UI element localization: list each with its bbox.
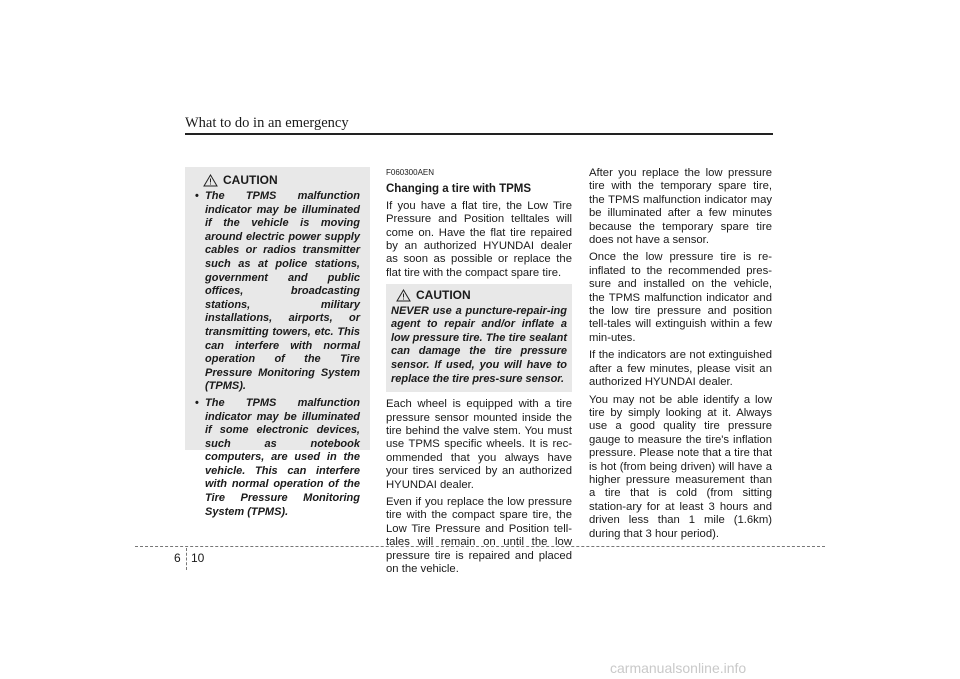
paragraph: After you replace the low pressure tire with the temporary spare tire, the TPMS malfunction indicator may be illuminated after a few minutes because the temporary spare tire does not have a sensor. [589,167,772,247]
page-number: 10 [191,551,205,565]
section-title: Changing a tire with TPMS [386,183,532,196]
right-column [589,167,772,545]
caution-item-text: The TPMS malfunction indicator may be illuminated if the vehicle is moving around electric power supply cables or radios transmitter such as at police stations, government and public offices, broadcasting stations, military installations, airports, or transmitting towers, etc. This can interfere with normal operation of the Tire Pressure Monitoring System (TPMS). [205,190,360,393]
paragraph: If the indicators are not extinguished after a few minutes, please visit an authorized HYUNDAI dealer. [589,349,772,389]
footer-divider [135,546,825,547]
caution-item: • The TPMS malfunction indicator may be illuminated if some electronic devices, such as notebook computers, are used in the vehicle. This can interfere with normal operation of the Tire Pressure Monitoring System (TPMS). [195,396,360,518]
paragraph: Once the low pressure tire is re-inflated to the recommended pres-sure and installed on the vehicle, the TPMS malfunction indicator and the low tire pressure and position tell-tales will extinguish within a few min-utes. [589,251,772,344]
caution-list [193,190,360,519]
caution-item: • The TPMS malfunction indicator may be illuminated if the vehicle is moving around electric power supply cables or radios transmitter such as at police stations, government and public offices, broadcasting stations, military installations, airports, or transmitting towers, etc. This can interfere with normal operation of the Tire Pressure Monitoring System (TPMS). [195,190,360,393]
caution-heading-label: CAUTION [223,173,278,187]
warning-triangle-icon [396,289,411,302]
caution-item-text: The TPMS malfunction indicator may be illuminated if some electronic devices, such as notebook computers, are used in the vehicle. This can interfere with normal operation of the Tire Pressure Monitoring System (TPMS). [205,396,360,518]
paragraph: If you have a flat tire, the Low Tire Pressure and Position telltales will come on. Have the flat tire repaired by an authorized HYUNDAI dealer as soon as possible or replace the flat tire with the compact spare tire. [386,199,572,279]
middle-column [386,166,572,581]
section-code: F060300AEN [386,168,435,177]
header-rule [185,133,773,135]
left-caution-box [185,167,370,518]
caution-heading [396,289,567,302]
watermark: carmanualsonline.info [610,660,747,676]
footer-separator [186,548,187,570]
page-header-title: What to do in an emergency [185,115,349,131]
paragraph: Even if you replace the low pressure tire with the compact spare tire, the Low Tire Pressure and Position tell-tales will remain on until the low pressure tire is repaired and placed on the vehicle. [386,496,572,576]
caution-text: NEVER use a puncture-repair-ing agent to repair and/or inflate a low pressure tire. The tire sealant can damage the tire pressure sensor. If used, you will have to replace the tire pres-sure sensor. [391,304,567,385]
warning-triangle-icon [203,174,218,187]
caution-heading-label: CAUTION [416,288,471,303]
section-number: 6 [174,551,181,565]
middle-caution-box [386,284,572,392]
caution-heading [203,173,360,187]
paragraph: Each wheel is equipped with a tire pressure sensor mounted inside the tire behind the valve stem. You must use TPMS specific wheels. It is rec-ommended that you always have your tires serviced by an authorized HYUNDAI dealer. [386,398,572,491]
paragraph: You may not be able identify a low tire by simply looking at it. Always use a good quality tire pressure gauge to measure the tire's inflation pressure. Please note that a tire that is hot (from being driven) will have a higher pressure measurement than a tire that is cold (from sitting station-ary for at least 3 hours and driven less than 1 mile (1.6km) during that 3 hour period). [589,393,772,540]
